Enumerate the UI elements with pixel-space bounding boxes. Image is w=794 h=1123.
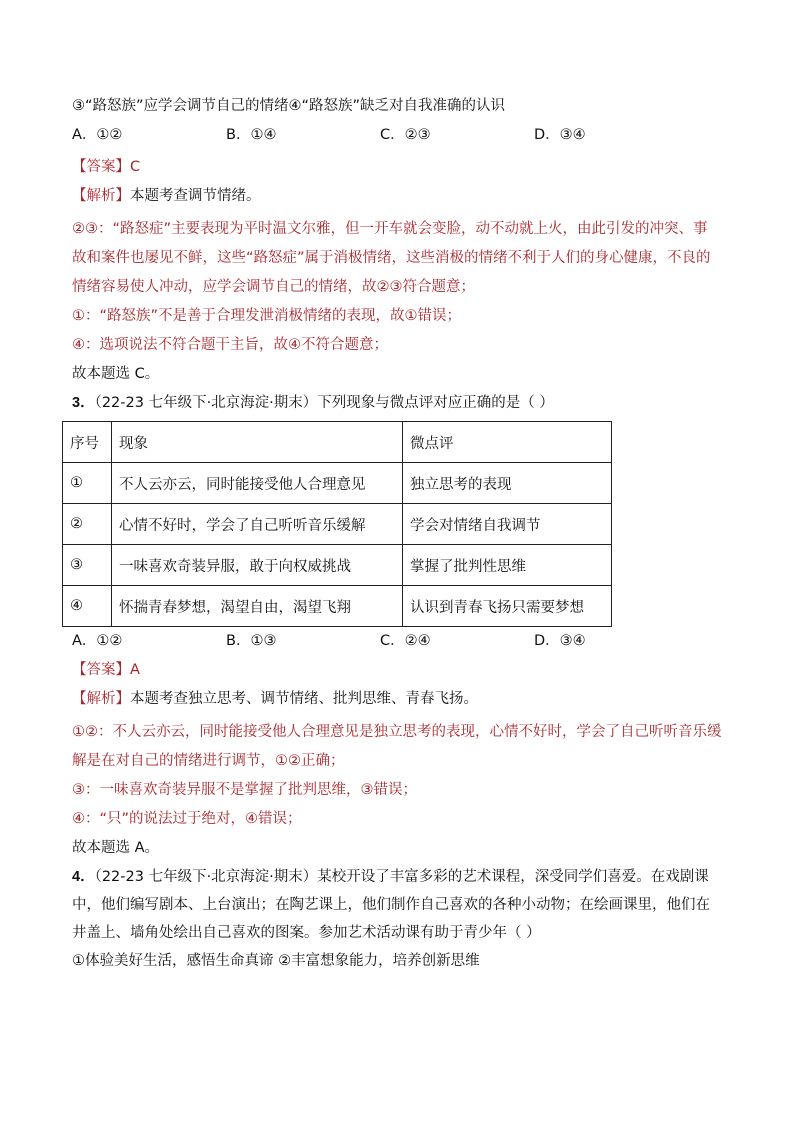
q3-analysis-line-3: ④：“只”的说法过于绝对，④错误； [72, 811, 302, 827]
table-cell: 掌握了批判性思维 [403, 545, 612, 586]
q3-option-a: A．①② [72, 633, 123, 649]
q3-number: 3． [72, 395, 95, 411]
answer-tag: 【答案】 [72, 159, 130, 175]
table-header-cell: 微点评 [403, 422, 612, 463]
q2-option-b: B．①④ [226, 127, 277, 143]
q3-conclusion: 故本题选 A。 [72, 840, 160, 856]
q4-stem: 4．（22-23 七年级下·北京海淀·期末）某校开设了丰富多彩的艺术课程，深受同学们喜爱。在戏剧课中，他们编写剧本、上台演出；在陶艺课上，他们制作自己喜欢的各种小动物；在绘画课里，他们在井盖上、墙角处绘出自己喜欢的图案。参加艺术活动课有助于青少年（ ） [72, 869, 710, 941]
answer-value: A [130, 662, 140, 678]
table-header-row [63, 422, 612, 463]
document-page [72, 96, 722, 976]
table-cell: 怀揣青春梦想，渴望自由，渴望飞翔 [112, 586, 403, 627]
table-cell: ③ [63, 545, 112, 586]
analysis-tag: 【解析】 [72, 188, 130, 204]
table-cell: 学会对情绪自我调节 [403, 504, 612, 545]
q2-option-c: C．②③ [380, 127, 431, 143]
table-cell: ④ [63, 586, 112, 627]
q2-answer [72, 157, 722, 177]
table-row [63, 504, 612, 545]
table-header-cell: 序号 [63, 422, 112, 463]
table-header-cell: 现象 [112, 422, 403, 463]
q2-analysis-line-2: ①：“路怒族”不是善于合理发泄消极情绪的表现，故①错误； [72, 308, 462, 324]
q2-analysis-line-1: ②③：“路怒症”主要表现为平时温文尔雅，但一开车就会变脸，动不动就上火，由此引发的冲突、事故和案件也屡见不鲜，这些“路怒症”属于消极情绪，这些消极的情绪不利于人们的身心健康，不良的情绪容易使人冲动，应学会调节自己的情绪，故②③符合题意； [72, 221, 711, 295]
q3-analysis-line-2: ③：一味喜欢奇装异服不是掌握了批判思维，③错误； [72, 782, 417, 798]
table-row [63, 545, 612, 586]
q3-table [62, 421, 612, 627]
q3-options [72, 631, 722, 651]
q2-option-d: D．③④ [534, 127, 586, 143]
table-cell: 认识到青春飞扬只需要梦想 [403, 586, 612, 627]
q3-analysis-line-1: ①②：不人云亦云，同时能接受他人合理意见是独立思考的表现，心情不好时，学会了自己听听音乐缓解是在对自己的情绪进行调节，①②正确； [72, 724, 722, 769]
q2-analysis-line-3: ④：选项说法不符合题干主旨，故④不符合题意； [72, 337, 388, 353]
q2-analysis-intro: 【解析】本题考查调节情绪。 [72, 188, 261, 204]
table-cell: ② [63, 504, 112, 545]
answer-value: C [130, 159, 141, 175]
q2-conclusion: 故本题选 C。 [72, 366, 160, 382]
table-cell: 心情不好时，学会了自己听听音乐缓解 [112, 504, 403, 545]
table-cell: 不人云亦云，同时能接受他人合理意见 [112, 463, 403, 504]
answer-tag: 【答案】 [72, 662, 130, 678]
q3-analysis-intro: 【解析】本题考查独立思考、调节情绪、批判思维、青春飞扬。 [72, 691, 478, 707]
q2-option-a: A．①② [72, 127, 123, 143]
q2-options [72, 125, 722, 145]
table-row [63, 586, 612, 627]
q3-option-b: B．①③ [226, 633, 277, 649]
q3-stem: 3．（22-23 七年级下·北京海淀·期末）下列现象与微点评对应正确的是（ ） [72, 395, 554, 411]
q3-answer [72, 660, 722, 680]
table-cell: 独立思考的表现 [403, 463, 612, 504]
table-cell: ① [63, 463, 112, 504]
q4-number: 4． [72, 869, 95, 885]
q2-statement-3-4: ③“路怒族”应学会调节自己的情绪④“路怒族”缺乏对自我准确的认识 [72, 98, 506, 114]
analysis-tag: 【解析】 [72, 691, 130, 707]
table-row [63, 463, 612, 504]
q4-statement-1-2: ①体验美好生活，感悟生命真谛 ②丰富想象能力，培养创新思维 [72, 953, 480, 969]
q3-option-c: C．②④ [380, 633, 431, 649]
q3-option-d: D．③④ [534, 633, 586, 649]
table-cell: 一味喜欢奇装异服，敢于向权威挑战 [112, 545, 403, 586]
